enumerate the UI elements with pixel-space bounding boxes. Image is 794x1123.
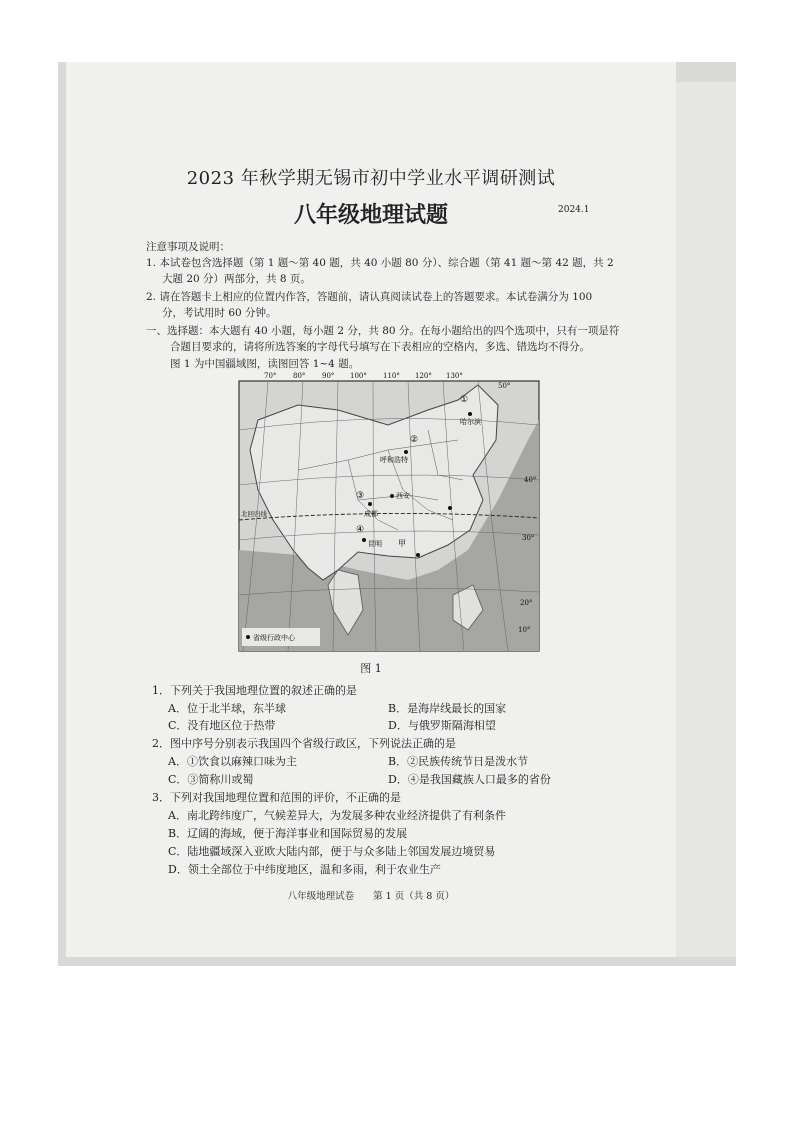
exam-date: 2024.1: [558, 205, 590, 215]
exam-subtitle: 八年级地理试题: [293, 203, 448, 228]
exam-page: [66, 62, 676, 957]
section-line-2: 合题目要求的，请将所选答案的字母代号填写在下表相应的空格内，多选、错选均不得分。: [170, 341, 590, 353]
city-hohhot: 呼和浩特: [380, 456, 408, 464]
question-3-option-b: B．辽阔的海域，便于海洋事业和国际贸易的发展: [168, 827, 408, 840]
tropic-label: 北回归线: [241, 510, 267, 518]
question-2-option-b: B．②民族传统节日是泼水节: [388, 755, 529, 768]
section-line-1: 一、选择题：本大题有 40 小题，每小题 2 分，共 80 分。在每小题给出的四个选项中，只有一项是符: [146, 325, 620, 337]
lon-label-120: 120°: [415, 372, 432, 380]
city-dot-south: [416, 553, 420, 557]
notes-line-2: 2. 请在答题卡上相应的位置内作答，答题前，请认真阅读试卷上的答题要求。本试卷满分为 100: [146, 291, 593, 303]
question-2-stem: 2．图中序号分别表示我国四个省级行政区，下列说法正确的是: [152, 737, 456, 750]
notes-line-1b: 大题 20 分）两部分，共 8 页。: [162, 273, 311, 285]
notes-heading: 注意事项及说明：: [146, 241, 230, 253]
question-3-option-a: A．南北跨纬度广，气候差异大，为发展多种农业经济提供了有利条件: [168, 809, 506, 822]
question-1-option-a: A．位于北半球，东半球: [168, 702, 286, 715]
lon-label-70: 70°: [264, 372, 277, 380]
question-3-stem: 3．下列对我国地理位置和范围的评价，不正确的是: [152, 791, 401, 804]
question-1-option-d: D．与俄罗斯隔海相望: [388, 719, 496, 732]
city-xian: 西安: [396, 492, 410, 500]
question-2-option-a: A．①饮食以麻辣口味为主: [168, 755, 297, 768]
question-1-option-c: C．没有地区位于热带: [168, 719, 276, 732]
legend-label: 省级行政中心: [253, 634, 295, 642]
city-dot-kunming: [362, 538, 366, 542]
notes-line-2b: 分，考试用时 60 分钟。: [162, 307, 277, 319]
exam-title: 2023 年秋学期无锡市初中学业水平调研测试: [186, 168, 556, 189]
lat-label-40: 40°: [524, 476, 537, 484]
lon-label-90: 90°: [322, 372, 335, 380]
question-1-stem: 1．下列关于我国地理位置的叙述正确的是: [152, 684, 357, 697]
next-page-edge: [676, 82, 736, 957]
lat-label-50: 50°: [498, 382, 511, 390]
lat-label-10: 10°: [518, 626, 531, 634]
marker-2: ②: [410, 435, 419, 445]
city-dot-chengdu: [368, 502, 372, 506]
lon-label-110: 110°: [383, 372, 400, 380]
question-3-option-c: C．陆地疆域深入亚欧大陆内部，便于与众多陆上邻国发展边境贸易: [168, 845, 496, 858]
marker-1: ①: [460, 395, 469, 405]
city-kunming: 昆明: [368, 540, 382, 548]
city-harbin: 哈尔滨: [460, 418, 481, 426]
lon-label-80: 80°: [293, 372, 306, 380]
question-2-option-d: D．④是我国藏族人口最多的省份: [388, 773, 551, 786]
section-line-3: 图 1 为中国疆域图，读图回答 1~4 题。: [170, 358, 360, 370]
marker-3: ③: [356, 491, 365, 501]
legend-dot: [246, 635, 250, 639]
lat-label-20: 20°: [520, 599, 533, 607]
city-jia: 甲: [398, 539, 406, 548]
lat-label-30: 30°: [522, 534, 535, 542]
lon-label-130: 130°: [446, 372, 463, 380]
city-dot-hohhot: [404, 450, 408, 454]
city-dot-harbin: [468, 412, 472, 416]
city-dot-east: [448, 506, 452, 510]
map-caption: 图 1: [360, 662, 382, 675]
city-dot-xian: [390, 494, 394, 498]
question-2-option-c: C．③简称川或蜀: [168, 773, 254, 786]
china-territory-map: [238, 372, 540, 652]
marker-4: ④: [356, 525, 365, 535]
notes-line-1: 1. 本试卷包含选择题（第 1 题～第 40 题，共 40 小题 80 分）、综合题（第 41 题～第 42 题，共 2: [146, 257, 614, 269]
question-1-option-b: B．是海岸线最长的国家: [388, 702, 507, 715]
photo-background: [58, 62, 736, 966]
lon-label-100: 100°: [350, 372, 367, 380]
city-chengdu: 成都: [364, 510, 378, 518]
question-3-option-d: D．领土全部位于中纬度地区，温和多雨，利于农业生产: [168, 863, 441, 876]
page-footer: 八年级地理试卷 第 1 页（共 8 页）: [287, 891, 455, 902]
